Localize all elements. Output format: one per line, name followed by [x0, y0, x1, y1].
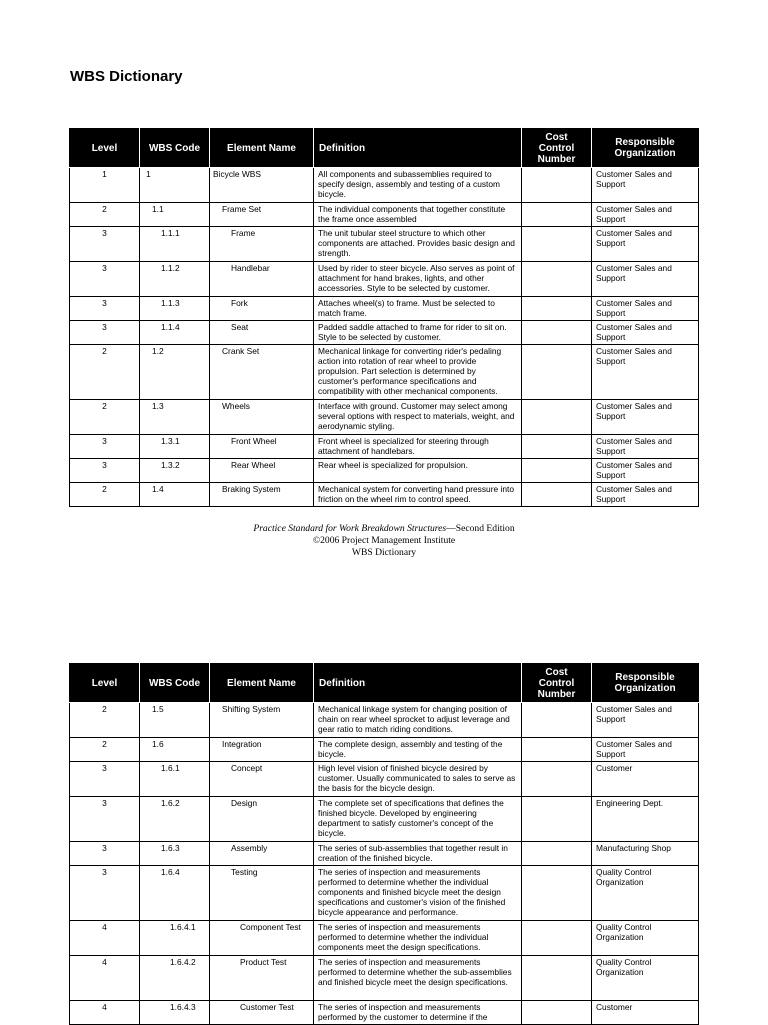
table-row	[70, 483, 699, 507]
header-cost-line2: Control	[538, 677, 575, 689]
cell-cost-control-number	[522, 435, 592, 459]
cell-element-name: Testing	[210, 866, 314, 921]
footer-edition: —Second Edition	[446, 523, 515, 534]
cell-responsible-organization: Quality Control Organization	[592, 956, 699, 1001]
cell-element-name: Bicycle WBS	[210, 168, 314, 203]
header-definition: Definition	[314, 664, 522, 703]
cell-cost-control-number	[522, 921, 592, 956]
footer-publication-title: Practice Standard for Work Breakdown Structures	[253, 523, 447, 534]
cell-wbs-code: 1.5	[140, 703, 210, 738]
cell-cost-control-number	[522, 168, 592, 203]
cell-wbs-code: 1.1.4	[140, 321, 210, 345]
cell-wbs-code: 1.6.4.1	[140, 921, 210, 956]
cell-definition: The series of inspection and measurements performed to determine whether the sub-assemblies and finished bicycle meet the design specifications.	[314, 956, 522, 1001]
cell-cost-control-number	[522, 1001, 592, 1025]
cell-element-name: Crank Set	[210, 345, 314, 400]
header-level: Level	[70, 129, 140, 168]
cell-responsible-organization: Engineering Dept.	[592, 797, 699, 842]
footer-copyright: ©2006 Project Management Institute	[312, 535, 456, 546]
cell-definition: Rear wheel is specialized for propulsion.	[314, 459, 522, 483]
cell-level: 3	[70, 321, 140, 345]
cell-level: 2	[70, 203, 140, 227]
cell-definition: High level vision of finished bicycle desired by customer. Usually communicated to sales to serve as the basis for the bicycle design.	[314, 762, 522, 797]
cell-definition: Front wheel is specialized for steering through attachment of handlebars.	[314, 435, 522, 459]
cell-definition: Mechanical linkage system for changing position of chain on rear wheel sprocket to adjust leverage and gear ratio to match riding conditions.	[314, 703, 522, 738]
table-row	[70, 797, 699, 842]
table-row	[70, 321, 699, 345]
cell-cost-control-number	[522, 297, 592, 321]
cell-responsible-organization: Customer Sales and Support	[592, 738, 699, 762]
cell-wbs-code: 1.6	[140, 738, 210, 762]
header-cost-line1: Cost	[545, 131, 568, 143]
header-cost-control-number	[522, 129, 592, 168]
table-row	[70, 956, 699, 1001]
cell-element-name: Handlebar	[210, 262, 314, 297]
cell-element-name: Component Test	[210, 921, 314, 956]
header-definition: Definition	[314, 129, 522, 168]
cell-definition: Attaches wheel(s) to frame. Must be selected to match frame.	[314, 297, 522, 321]
table-row	[70, 400, 699, 435]
table-1-body	[70, 168, 699, 507]
page-footer	[0, 523, 768, 559]
table-row	[70, 297, 699, 321]
cell-cost-control-number	[522, 400, 592, 435]
header-element-name: Element Name	[210, 664, 314, 703]
cell-level: 4	[70, 1001, 140, 1025]
table-row	[70, 866, 699, 921]
cell-wbs-code: 1.1.2	[140, 262, 210, 297]
table-row	[70, 738, 699, 762]
header-cost-control-number	[522, 664, 592, 703]
cell-cost-control-number	[522, 483, 592, 507]
cell-responsible-organization: Quality Control Organization	[592, 866, 699, 921]
cell-cost-control-number	[522, 321, 592, 345]
cell-level: 3	[70, 435, 140, 459]
table-row	[70, 921, 699, 956]
cell-level: 3	[70, 227, 140, 262]
cell-level: 3	[70, 866, 140, 921]
table-header-row	[70, 129, 699, 168]
cell-wbs-code: 1.4	[140, 483, 210, 507]
cell-responsible-organization: Customer Sales and Support	[592, 345, 699, 400]
header-element-name: Element Name	[210, 129, 314, 168]
cell-definition: The series of inspection and measurements performed to determine whether the individual components and finished bicycle meet the design specifications and customer's vision of the finished bicycle appearance and performance.	[314, 866, 522, 921]
table-2-body	[70, 703, 699, 1025]
table-row	[70, 703, 699, 738]
cell-element-name: Frame	[210, 227, 314, 262]
table-row	[70, 262, 699, 297]
cell-definition: Used by rider to steer bicycle. Also serves as point of attachment for hand brakes, lights, and other accessories. Style to be selected by customer.	[314, 262, 522, 297]
cell-responsible-organization: Quality Control Organization	[592, 921, 699, 956]
cell-definition: The unit tubular steel structure to which other components are attached. Provides basic design and strength.	[314, 227, 522, 262]
cell-wbs-code: 1.6.1	[140, 762, 210, 797]
cell-level: 2	[70, 703, 140, 738]
cell-level: 3	[70, 797, 140, 842]
cell-element-name: Integration	[210, 738, 314, 762]
cell-definition: Mechanical linkage for converting rider's pedaling action into rotation of rear wheel to provide propulsion. Part selection is determined by customer's performance specifications and compatibility with other mechanical components.	[314, 345, 522, 400]
cell-definition: Mechanical system for converting hand pressure into friction on the wheel rim to control speed.	[314, 483, 522, 507]
cell-wbs-code: 1	[140, 168, 210, 203]
cell-wbs-code: 1.3.2	[140, 459, 210, 483]
cell-definition: The series of sub-assemblies that together result in creation of the finished bicycle.	[314, 842, 522, 866]
header-cost-line3: Number	[537, 688, 576, 700]
cell-definition: The series of inspection and measurements performed to determine whether the individual components meet the design specifications.	[314, 921, 522, 956]
cell-responsible-organization: Manufacturing Shop	[592, 842, 699, 866]
table-row	[70, 227, 699, 262]
cell-element-name: Fork	[210, 297, 314, 321]
cell-level: 4	[70, 921, 140, 956]
cell-cost-control-number	[522, 262, 592, 297]
cell-level: 3	[70, 459, 140, 483]
cell-element-name: Customer Test	[210, 1001, 314, 1025]
cell-cost-control-number	[522, 797, 592, 842]
cell-wbs-code: 1.3	[140, 400, 210, 435]
cell-level: 3	[70, 762, 140, 797]
table-row	[70, 203, 699, 227]
table-row	[70, 435, 699, 459]
table-row	[70, 345, 699, 400]
header-resp-line1: Responsible	[615, 137, 675, 148]
wbs-table-1	[69, 128, 699, 507]
cell-wbs-code: 1.3.1	[140, 435, 210, 459]
header-responsible-organization	[592, 664, 699, 703]
cell-element-name: Design	[210, 797, 314, 842]
cell-cost-control-number	[522, 738, 592, 762]
table-header-row	[70, 664, 699, 703]
header-resp-line1: Responsible	[615, 672, 675, 683]
cell-wbs-code: 1.2	[140, 345, 210, 400]
cell-cost-control-number	[522, 866, 592, 921]
header-cost-line2: Control	[538, 142, 575, 154]
cell-level: 1	[70, 168, 140, 203]
cell-responsible-organization: Customer Sales and Support	[592, 168, 699, 203]
cell-element-name: Seat	[210, 321, 314, 345]
cell-cost-control-number	[522, 203, 592, 227]
cell-responsible-organization: Customer Sales and Support	[592, 400, 699, 435]
cell-level: 4	[70, 956, 140, 1001]
cell-responsible-organization: Customer Sales and Support	[592, 435, 699, 459]
cell-responsible-organization: Customer Sales and Support	[592, 262, 699, 297]
header-resp-line2: Organization	[614, 683, 676, 694]
cell-cost-control-number	[522, 956, 592, 1001]
header-cost-line1: Cost	[545, 666, 568, 678]
cell-responsible-organization: Customer Sales and Support	[592, 227, 699, 262]
header-wbs-code: WBS Code	[140, 664, 210, 703]
page-title: WBS Dictionary	[70, 68, 183, 85]
cell-wbs-code: 1.6.4.3	[140, 1001, 210, 1025]
cell-element-name: Front Wheel	[210, 435, 314, 459]
cell-element-name: Braking System	[210, 483, 314, 507]
cell-wbs-code: 1.1.1	[140, 227, 210, 262]
cell-wbs-code: 1.6.4	[140, 866, 210, 921]
cell-responsible-organization: Customer	[592, 1001, 699, 1025]
cell-cost-control-number	[522, 703, 592, 738]
table-row	[70, 459, 699, 483]
cell-level: 2	[70, 400, 140, 435]
cell-cost-control-number	[522, 842, 592, 866]
footer-section: WBS Dictionary	[351, 547, 417, 558]
table-row	[70, 1001, 699, 1025]
cell-level: 3	[70, 297, 140, 321]
cell-responsible-organization: Customer Sales and Support	[592, 483, 699, 507]
cell-definition: The individual components that together constitute the frame once assembled	[314, 203, 522, 227]
cell-definition: The complete design, assembly and testing of the bicycle.	[314, 738, 522, 762]
cell-element-name: Concept	[210, 762, 314, 797]
cell-definition: Padded saddle attached to frame for rider to sit on. Style to be selected by customer.	[314, 321, 522, 345]
cell-element-name: Product Test	[210, 956, 314, 1001]
cell-responsible-organization: Customer Sales and Support	[592, 203, 699, 227]
cell-wbs-code: 1.6.3	[140, 842, 210, 866]
cell-wbs-code: 1.6.4.2	[140, 956, 210, 1001]
cell-level: 3	[70, 262, 140, 297]
cell-cost-control-number	[522, 762, 592, 797]
cell-level: 2	[70, 345, 140, 400]
header-resp-line2: Organization	[614, 148, 676, 159]
cell-definition: Interface with ground. Customer may select among several options with respect to materials, weight, and aerodynamic styling.	[314, 400, 522, 435]
header-cost-line3: Number	[537, 153, 576, 165]
cell-element-name: Rear Wheel	[210, 459, 314, 483]
cell-responsible-organization: Customer Sales and Support	[592, 321, 699, 345]
table-row	[70, 762, 699, 797]
cell-responsible-organization: Customer Sales and Support	[592, 703, 699, 738]
cell-definition: The complete set of specifications that defines the finished bicycle. Developed by engineering department to satisfy customer's concept of the bicycle.	[314, 797, 522, 842]
cell-cost-control-number	[522, 227, 592, 262]
cell-responsible-organization: Customer Sales and Support	[592, 459, 699, 483]
header-wbs-code: WBS Code	[140, 129, 210, 168]
cell-element-name: Wheels	[210, 400, 314, 435]
footer-line-1	[0, 523, 768, 535]
cell-level: 2	[70, 738, 140, 762]
table-row	[70, 168, 699, 203]
cell-element-name: Frame Set	[210, 203, 314, 227]
table-row	[70, 842, 699, 866]
header-level: Level	[70, 664, 140, 703]
cell-element-name: Shifting System	[210, 703, 314, 738]
cell-cost-control-number	[522, 345, 592, 400]
cell-definition: All components and subassemblies required to specify design, assembly and testing of a custom bicycle.	[314, 168, 522, 203]
header-responsible-organization	[592, 129, 699, 168]
wbs-table-2	[69, 663, 699, 1025]
cell-level: 3	[70, 842, 140, 866]
cell-wbs-code: 1.1	[140, 203, 210, 227]
cell-wbs-code: 1.1.3	[140, 297, 210, 321]
cell-level: 2	[70, 483, 140, 507]
cell-responsible-organization: Customer Sales and Support	[592, 297, 699, 321]
cell-element-name: Assembly	[210, 842, 314, 866]
cell-wbs-code: 1.6.2	[140, 797, 210, 842]
cell-responsible-organization: Customer	[592, 762, 699, 797]
cell-definition: The series of inspection and measurements performed by the customer to determine if the	[314, 1001, 522, 1025]
cell-cost-control-number	[522, 459, 592, 483]
